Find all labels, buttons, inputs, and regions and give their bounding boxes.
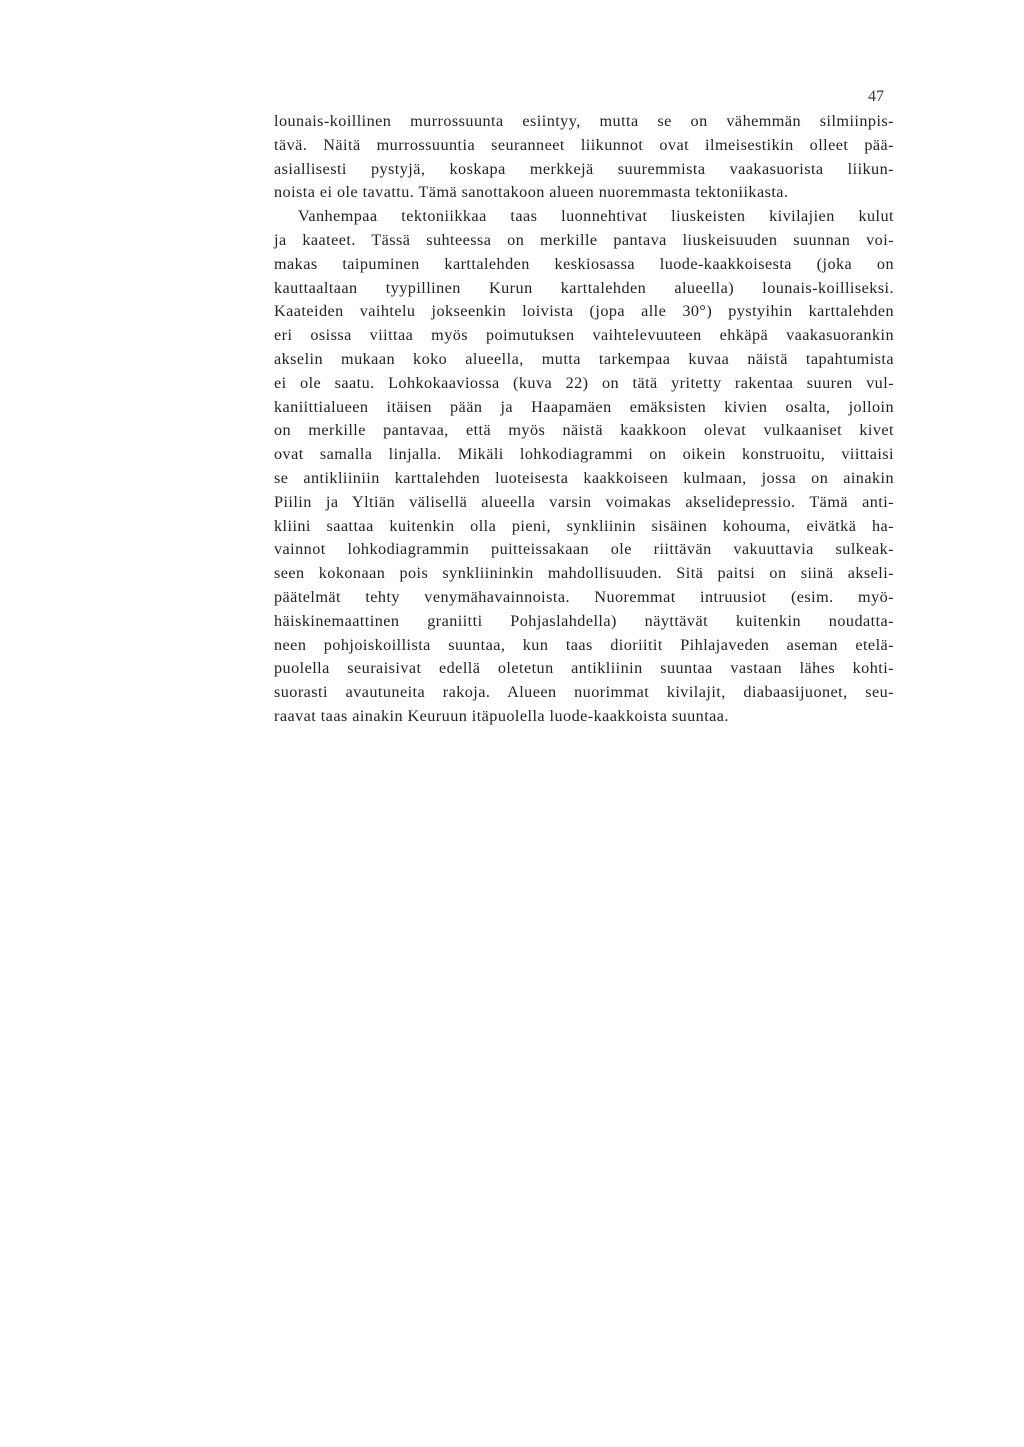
text-line: Piilin ja Yltiän välisellä alueella varsin voimakas akselidepressio. Tämä anti- xyxy=(274,492,894,511)
text-line: Vanhempaa tektoniikkaa taas luonnehtivat liuskeisten kivilajien kulut xyxy=(298,207,894,226)
text-line: se antikliiniin karttalehden luoteisesta kaakkoiseen kulmaan, jossa on ainakin xyxy=(274,468,894,487)
text-line: päätelmät tehty venymähavainnoista. Nuoremmat intruusiot (esim. myö- xyxy=(274,587,894,606)
text-line: häiskinemaattinen graniitti Pohjaslahdella) näyttävät kuitenkin noudatta- xyxy=(274,611,894,630)
text-line: Kaateiden vaihtelu jokseenkin loivista (jopa alle 30°) pystyihin karttalehden xyxy=(274,302,894,321)
text-line: kliini saattaa kuitenkin olla pieni, synkliinin sisäinen kohouma, eivätkä ha- xyxy=(274,516,894,535)
text-line: raavat taas ainakin Keuruun itäpuolella luode-kaakkoista suuntaa. xyxy=(274,706,729,725)
text-line: asiallisesti pystyjä, koskapa merkkejä suuremmista vaakasuorista liikun- xyxy=(274,159,894,178)
text-line: ei ole saatu. Lohkokaaviossa (kuva 22) on tätä yritetty rakentaa suuren vul- xyxy=(274,373,894,392)
text-line: ovat samalla linjalla. Mikäli lohkodiagrammi on oikein konstruoitu, viittaisi xyxy=(274,445,894,464)
text-line: eri osissa viittaa myös poimutuksen vaihtelevuuteen ehkäpä vaakasuorankin xyxy=(274,326,894,345)
page-number: 47 xyxy=(868,88,884,105)
text-line: suorasti avautuneita rakoja. Alueen nuorimmat kivilajit, diabaasijuonet, seu- xyxy=(274,683,894,702)
text-line: seen kokonaan pois synkliininkin mahdollisuuden. Sitä paitsi on siinä akseli- xyxy=(274,564,894,583)
text-line: vainnot lohkodiagrammin puitteissakaan ole riittävän vakuuttavia sulkeak- xyxy=(274,540,894,559)
text-line: on merkille pantavaa, että myös näistä kaakkoon olevat vulkaaniset kivet xyxy=(274,421,894,440)
text-line: akselin mukaan koko alueella, mutta tarkempaa kuvaa näistä tapahtumista xyxy=(274,349,894,368)
text-line: lounais-koillinen murrossuunta esiintyy, mutta se on vähemmän silmiinpis- xyxy=(274,112,894,130)
text-line: ja kaateet. Tässä suhteessa on merkille pantava liuskeisuuden suunnan voi- xyxy=(274,230,894,249)
text-line: neen pohjoiskoillista suuntaa, kun taas dioriitit Pihlajaveden aseman etelä- xyxy=(274,635,894,654)
text-line: tävä. Näitä murrossuuntia seuranneet liikunnot ovat ilmeisestikin olleet pää- xyxy=(274,135,894,154)
text-line: kaniittialueen itäisen pään ja Haapamäen emäksisten kivien osalta, jolloin xyxy=(274,397,894,416)
body-text xyxy=(274,110,894,729)
text-line: noista ei ole tavattu. Tämä sanottakoon alueen nuoremmasta tektoniikasta. xyxy=(274,183,789,202)
text-line: puolella seuraisivat edellä oletetun antikliinin suuntaa vastaan lähes kohti- xyxy=(274,659,894,678)
text-line: kauttaaltaan tyypillinen Kurun karttalehden alueella) lounais-koilliseksi. xyxy=(274,278,894,297)
text-line: makas taipuminen karttalehden keskiosassa luode-kaakkoisesta (joka on xyxy=(274,254,894,273)
